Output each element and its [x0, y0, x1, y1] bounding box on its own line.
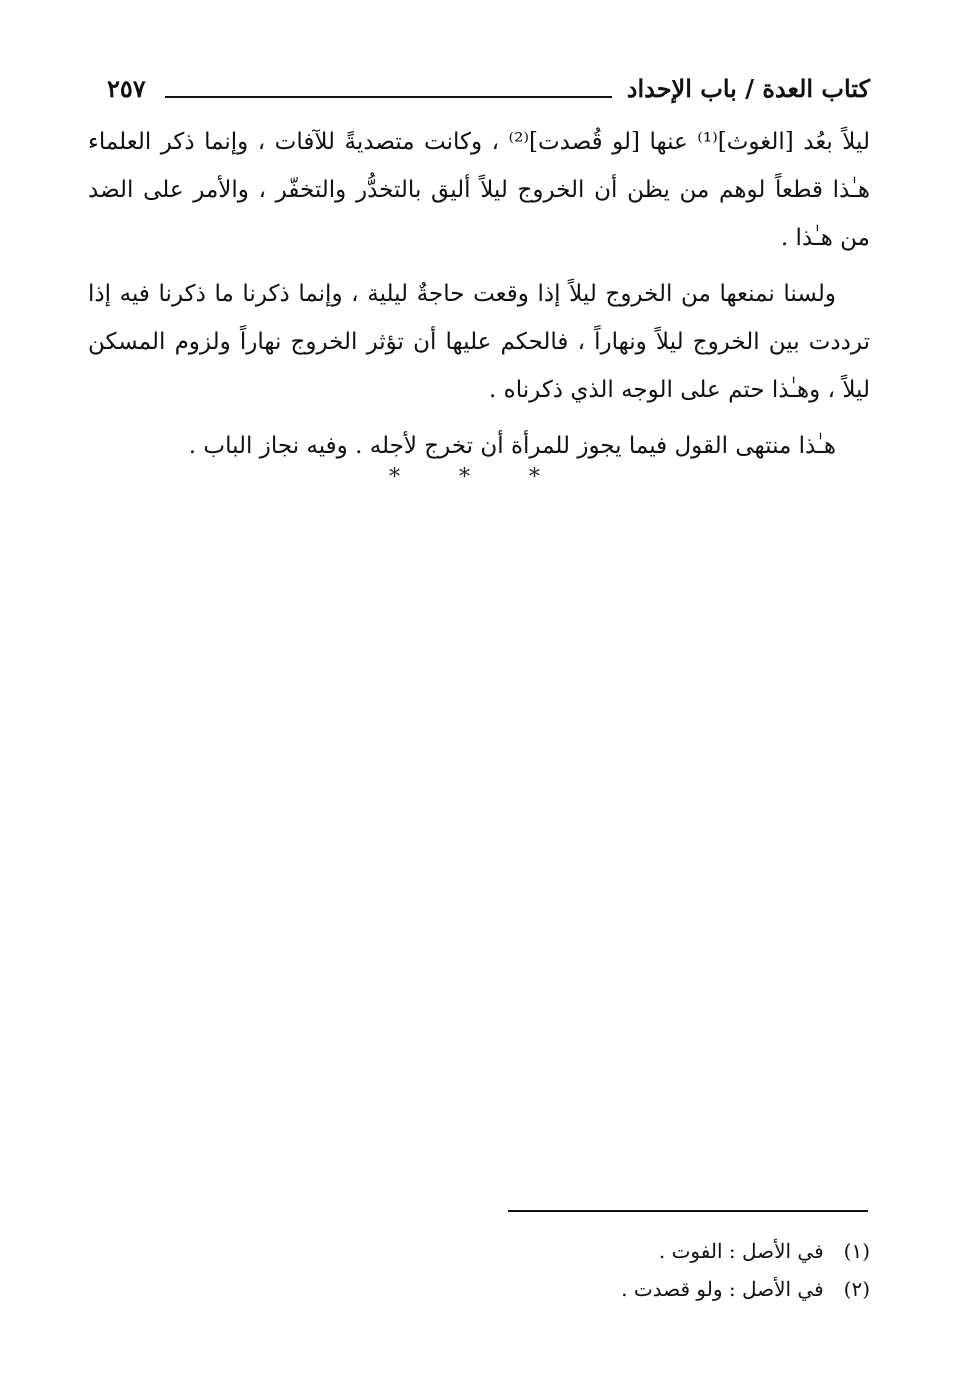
- footnote-number: (١): [843, 1239, 870, 1263]
- page-number: ٢٥٧: [107, 74, 146, 103]
- main-text: [88, 118, 870, 470]
- paragraph-3: هـٰذا منتهى القول فيما يجوز للمرأة أن تخرج لأجله . وفيه نجاز الباب .: [188, 433, 836, 459]
- page-header: [95, 70, 870, 110]
- running-title: كتاب العدة / باب الإحداد: [626, 74, 870, 103]
- paragraph-1: ليلاً بعُد [الغوث]⁽¹⁾ عنها [لو قُصدت]⁽²⁾ ، وكانت متصديةً للآفات ، وإنما ذكر العلماء هـٰذا قطعاً لوهم من يظن أن الخروج ليلاً أليق بالتخدُّر والتخفّر ، والأمر على الضد من هـٰذا .: [88, 129, 870, 251]
- footnote-1: [370, 1232, 870, 1270]
- footnote-text: في الأصل : ولو قصدت .: [621, 1277, 824, 1301]
- header-rule: [165, 96, 612, 98]
- section-separator: * * *: [389, 465, 566, 490]
- paragraph-2: ولسنا نمنعها من الخروج ليلاً إذا وقعت حاجةٌ ليلية ، وإنما ذكرنا ما ذكرنا فيه إذا ترددت بين الخروج ليلاً ونهاراً ، فالحكم عليها أن تؤثر الخروج نهاراً ولزوم المسكن ليلاً ، وهـٰذا حتم على الوجه الذي ذكرناه .: [88, 281, 870, 403]
- footnotes: [370, 1232, 870, 1308]
- footnote-text: في الأصل : الفوت .: [658, 1239, 824, 1263]
- footnote-2: [370, 1270, 870, 1308]
- footnote-rule: [508, 1210, 868, 1212]
- footnote-number: (٢): [843, 1277, 870, 1301]
